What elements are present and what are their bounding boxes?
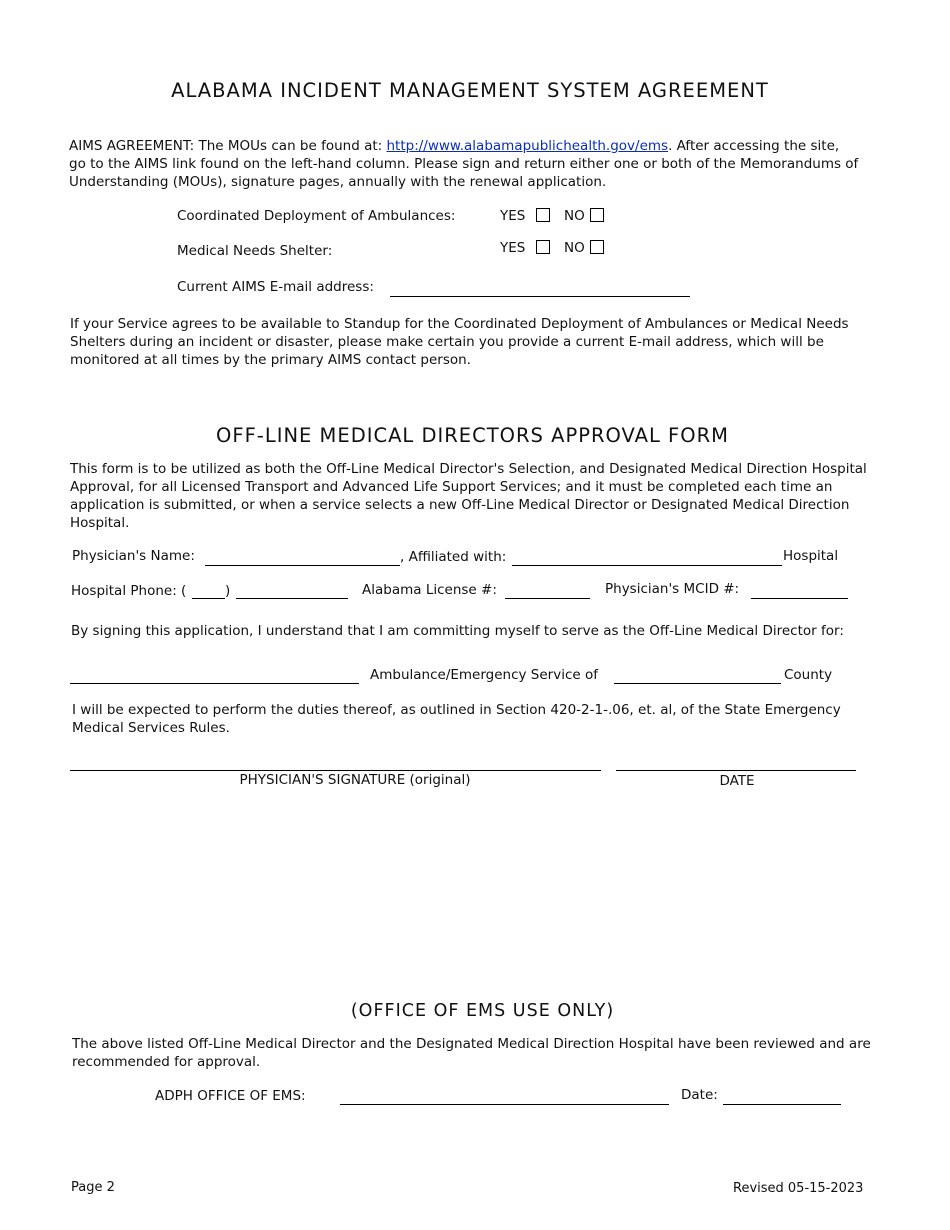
aims-title: ALABAMA INCIDENT MANAGEMENT SYSTEM AGREEMENT <box>171 79 769 102</box>
office-title: (OFFICE OF EMS USE ONLY) <box>350 1001 615 1021</box>
office-date-field[interactable] <box>723 1104 841 1105</box>
county-field[interactable] <box>614 683 781 684</box>
q1-label: Coordinated Deployment of Ambulances: <box>177 208 456 224</box>
signature-caption: PHYSICIAN'S SIGNATURE (original) <box>239 772 471 788</box>
service-label: Ambulance/Emergency Service of <box>370 667 598 683</box>
hospital-phone-field[interactable] <box>236 598 348 599</box>
area-code-field[interactable] <box>192 598 225 599</box>
q1-yes-label: YES <box>500 208 526 224</box>
office-date-label: Date: <box>681 1087 718 1103</box>
physician-name-field[interactable] <box>205 565 400 566</box>
hospital-label: Hospital <box>783 548 839 564</box>
date-caption: DATE <box>719 773 755 789</box>
aims-intro-suffix: . After accessing the site, go to the AIMS link found on the left-hand column. Please sign and return either one or both of the Memorandums of Understanding (MOUs), signature pages, annually with the renewal application. <box>69 138 859 190</box>
phone-paren-close: ) <box>225 583 231 599</box>
q2-no-label: NO <box>564 240 585 256</box>
aims-intro <box>69 137 859 191</box>
affiliated-label: , Affiliated with: <box>400 549 507 565</box>
q2-yes-checkbox[interactable] <box>536 240 550 254</box>
physician-signature-field[interactable] <box>70 770 601 771</box>
email-label: Current AIMS E-mail address: <box>177 279 374 295</box>
page-number: Page 2 <box>71 1180 115 1195</box>
q1-no-checkbox[interactable] <box>590 208 604 222</box>
revised-date: Revised 05-15-2023 <box>733 1181 864 1196</box>
q2-label: Medical Needs Shelter: <box>177 243 333 259</box>
offline-title: OFF-LINE MEDICAL DIRECTORS APPROVAL FORM <box>216 424 729 447</box>
license-field[interactable] <box>505 598 590 599</box>
q2-no-checkbox[interactable] <box>590 240 604 254</box>
email-field[interactable] <box>390 296 690 297</box>
offline-intro: This form is to be utilized as both the Off-Line Medical Director's Selection, and Designated Medical Direction Hospital Approval, for all Licensed Transport and Advanced Life Support Services; and it must be completed each time an application is submitted, or when a service selects a new Off-Line Medical Director or Designated Medical Direction Hospital. <box>70 461 867 531</box>
service-name-field[interactable] <box>70 683 359 684</box>
q2-yes-label: YES <box>500 240 526 256</box>
mcid-label: Physician's MCID #: <box>605 581 740 597</box>
physician-name-label: Physician's Name: <box>72 548 195 564</box>
adph-signature-field[interactable] <box>340 1104 669 1105</box>
commit-text: By signing this application, I understand that I am committing myself to serve as the Off-Line Medical Director for: <box>71 623 844 639</box>
office-text: The above listed Off-Line Medical Director and the Designated Medical Direction Hospital have been reviewed and are recommended for approval. <box>72 1036 871 1070</box>
mcid-field[interactable] <box>751 598 848 599</box>
q1-no-label: NO <box>564 208 585 224</box>
aims-intro-prefix: AIMS AGREEMENT: The MOUs can be found at: <box>69 138 387 154</box>
license-label: Alabama License #: <box>362 582 497 598</box>
county-label: County <box>784 667 833 683</box>
duties-text: I will be expected to perform the duties thereof, as outlined in Section 420-2-1-.06, et. al, of the State Emergency Medical Services Rules. <box>72 702 841 736</box>
adph-label: ADPH OFFICE OF EMS: <box>155 1088 306 1104</box>
q1-yes-checkbox[interactable] <box>536 208 550 222</box>
affiliated-hospital-field[interactable] <box>512 565 782 566</box>
aims-link[interactable]: http://www.alabamapublichealth.gov/ems <box>386 138 669 154</box>
hospital-phone-label: Hospital Phone: ( <box>71 583 187 599</box>
aims-note: If your Service agrees to be available to Standup for the Coordinated Deployment of Ambulances or Medical Needs Shelters during an incident or disaster, please make certain you provide a current E-mail address, which will be monitored at all times by the primary AIMS contact person. <box>70 316 849 368</box>
signature-date-field[interactable] <box>616 770 856 771</box>
